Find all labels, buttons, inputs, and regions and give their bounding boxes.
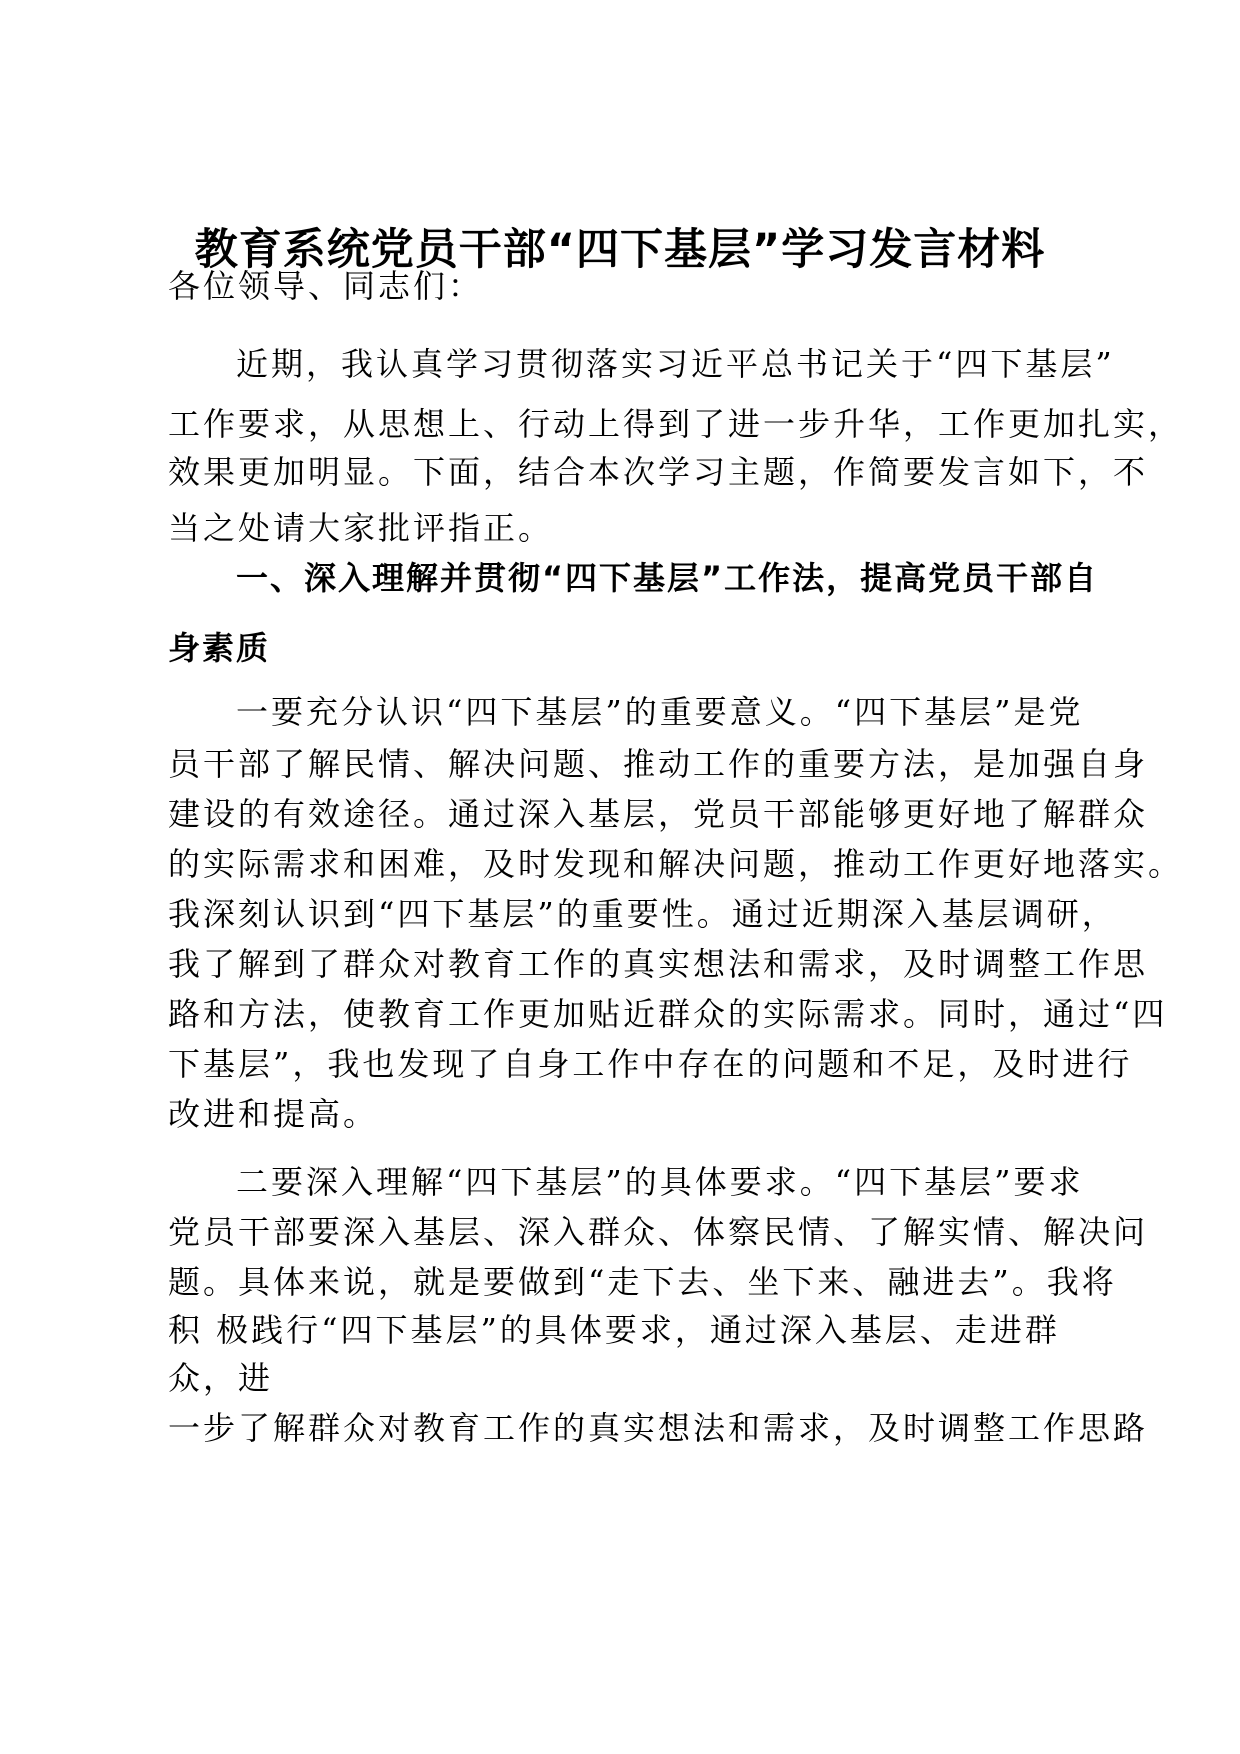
paragraph-line: 当之处请大家批评指正。 — [168, 509, 554, 547]
paragraph-line: 路和方法，使教育工作更加贴近群众的实际需求。同时，通过“四 — [168, 995, 1168, 1033]
salutation: 各位领导、同志们： — [168, 267, 484, 305]
paragraph-line: 建设的有效途径。通过深入基层，党员干部能够更好地了解群众 — [168, 795, 1149, 833]
paragraph-line: 工作要求，从思想上、行动上得到了进一步升华，工作更加扎实， — [168, 405, 1184, 443]
paragraph-line: 我了解到了群众对教育工作的真实想法和需求，及时调整工作思 — [168, 945, 1149, 983]
paragraph-line: 的实际需求和困难，及时发现和解决问题，推动工作更好地落实。 — [168, 845, 1184, 883]
paragraph-line: 一步了解群众对教育工作的真实想法和需求，及时调整工作思路 — [168, 1409, 1149, 1447]
section-heading-line: 一、深入理解并贯彻“四下基层”工作法，提高党员干部自 — [236, 559, 1099, 597]
paragraph-line: 党员干部要深入基层、深入群众、体察民情、了解实情、解决问 — [168, 1213, 1149, 1251]
paragraph-line: 二要深入理解“四下基层”的具体要求。“四下基层”要求 — [236, 1163, 1084, 1201]
document-title: 教育系统党员干部“四下基层”学习发言材料 — [194, 225, 1046, 275]
paragraph-line: 近期，我认真学习贯彻落实习近平总书记关于“四下基层” — [236, 345, 1115, 383]
paragraph-line: 一要充分认识“四下基层”的重要意义。“四下基层”是党 — [236, 693, 1084, 731]
paragraph-line: 效果更加明显。下面，结合本次学习主题，作简要发言如下，不 — [168, 453, 1149, 491]
paragraph-line: 下基层”，我也发现了自身工作中存在的问题和不足，及时进行 — [168, 1045, 1133, 1083]
paragraph-line: 题。具体来说，就是要做到“走下去、坐下来、融进去”。我将 — [168, 1263, 1117, 1301]
paragraph-line: 众，进 — [168, 1359, 274, 1397]
paragraph-line: 我深刻认识到“四下基层”的重要性。通过近期深入基层调研， — [168, 895, 1117, 933]
paragraph-line: 改进和提高。 — [168, 1095, 379, 1133]
paragraph-line: 员干部了解民情、解决问题、推动工作的重要方法，是加强自身 — [168, 745, 1149, 783]
paragraph-line: 积 极践行“四下基层”的具体要求，通过深入基层、走进群 — [168, 1311, 1060, 1349]
section-heading-line: 身素质 — [168, 629, 271, 667]
